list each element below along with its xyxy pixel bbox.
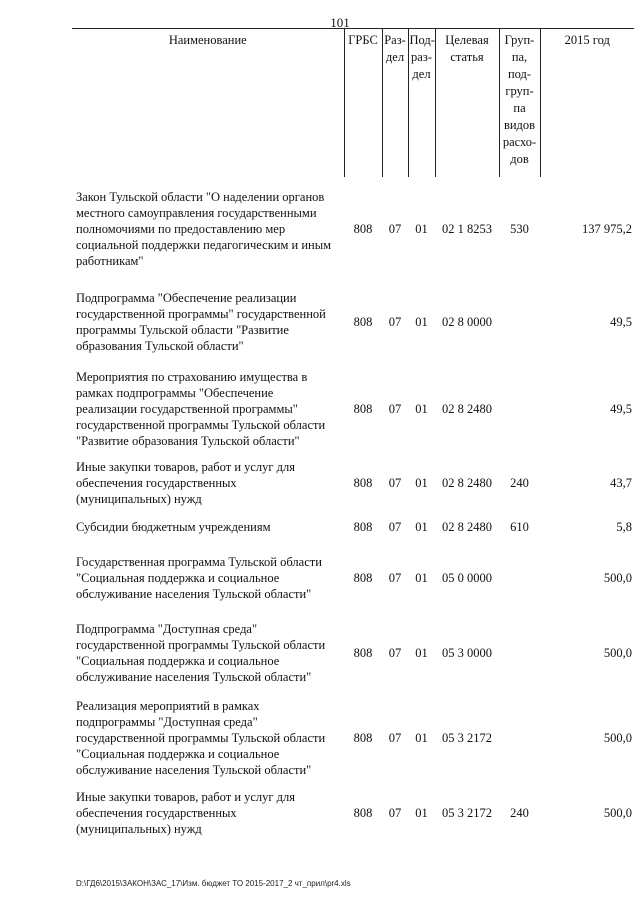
row-razdel: 07 — [388, 730, 402, 745]
row-name — [72, 613, 344, 692]
row-podrazdel: 01 — [415, 645, 428, 660]
header-line: раз- — [411, 50, 432, 64]
header-line: расхо- — [502, 135, 537, 149]
header-group — [499, 29, 540, 178]
row-name-line: (муниципальных) нужд — [76, 822, 202, 836]
row-name-line: социальной поддержки педагогическим и иным — [76, 237, 332, 252]
row-name-line: Подпрограмма "Обеспечение реализации — [76, 290, 297, 305]
row-amount: 500,0 — [603, 806, 632, 820]
row-group — [499, 280, 540, 363]
table-row — [72, 692, 634, 783]
header-line: па — [513, 101, 526, 115]
row-target: 05 3 2172 — [442, 730, 492, 745]
row-name-line: обеспечения государственных — [76, 806, 237, 820]
row-name-line: обслуживание населения Тульской области" — [76, 669, 312, 684]
row-razdel: 07 — [388, 402, 402, 416]
header-line: Раз- — [384, 33, 406, 47]
header-line: Под- — [409, 33, 435, 47]
row-name-line: "Социальная поддержка и социальное — [76, 571, 280, 585]
row-name — [72, 363, 344, 455]
row-grbs: 808 — [353, 645, 373, 660]
row-podrazdel: 01 — [415, 730, 428, 745]
row-target: 05 3 0000 — [442, 645, 492, 660]
row-name — [72, 692, 344, 783]
row-name — [72, 455, 344, 510]
header-line: статья — [450, 50, 484, 64]
row-name-line: государственной программы Тульской области — [76, 418, 326, 432]
budget-table — [72, 28, 634, 843]
header-year: 2015 год — [540, 29, 634, 178]
row-amount: 49,5 — [610, 402, 632, 416]
row-amount: 500,0 — [603, 645, 632, 660]
row-name-line: образования Тульской области" — [76, 338, 244, 353]
header-line: груп- — [505, 84, 534, 98]
row-target: 02 1 8253 — [442, 221, 492, 236]
header-line: Груп- — [504, 33, 535, 47]
table-row — [72, 363, 634, 455]
row-razdel: 07 — [388, 645, 402, 660]
header-line: видов — [503, 118, 536, 132]
table-row — [72, 455, 634, 510]
row-name-line: государственной программы Тульской области — [76, 637, 326, 652]
row-name-line: Субсидии бюджетным учреждениям — [76, 519, 271, 534]
table-body — [72, 177, 634, 843]
row-amount: 500,0 — [603, 730, 632, 745]
row-name — [72, 177, 344, 280]
row-name-line: Мероприятия по страхованию имущества в — [76, 370, 308, 384]
row-amount: 137 975,2 — [582, 221, 632, 236]
row-target: 05 0 0000 — [442, 571, 492, 585]
row-target: 02 8 2480 — [442, 519, 492, 534]
header-line: па, — [511, 50, 528, 64]
row-name-line: Реализация мероприятий в рамках — [76, 698, 260, 713]
row-name-line: обслуживание населения Тульской области" — [76, 587, 312, 601]
row-razdel: 07 — [388, 475, 402, 490]
row-group: 610 — [510, 519, 529, 534]
row-podrazdel: 01 — [415, 221, 428, 236]
row-grbs: 808 — [353, 730, 373, 745]
row-grbs: 808 — [353, 571, 373, 585]
row-grbs: 808 — [353, 221, 373, 236]
header-target — [435, 29, 499, 178]
row-name-line: работникам" — [76, 253, 144, 268]
row-group: 530 — [510, 221, 529, 236]
row-name-line: полномочиями по предоставлению мер — [76, 221, 286, 236]
row-group: 240 — [510, 475, 529, 490]
row-target: 02 8 2480 — [442, 402, 492, 416]
row-amount: 49,5 — [610, 314, 632, 329]
row-grbs: 808 — [353, 314, 373, 329]
row-name-line: (муниципальных) нужд — [76, 491, 202, 506]
row-podrazdel: 01 — [415, 571, 428, 585]
row-name-line: рамках подпрограммы "Обеспечение — [76, 386, 274, 400]
row-podrazdel: 01 — [415, 475, 428, 490]
row-podrazdel: 01 — [415, 314, 428, 329]
row-target: 02 8 2480 — [442, 475, 492, 490]
row-target: 02 8 0000 — [442, 314, 492, 329]
row-name-line: "Развитие образования Тульской области" — [76, 434, 300, 448]
row-target: 05 3 2172 — [442, 806, 492, 820]
page-number: 101 — [330, 15, 350, 30]
row-name-line: "Социальная поддержка и социальное — [76, 653, 280, 668]
header-line: дов — [510, 152, 529, 166]
row-name-line: Государственная программа Тульской области — [76, 555, 322, 569]
header-grbs: ГРБС — [344, 29, 382, 178]
header-line: под- — [507, 67, 532, 81]
row-name-line: реализации государственной программы" — [76, 402, 298, 416]
row-razdel: 07 — [388, 571, 402, 585]
table-row — [72, 177, 634, 280]
table-row — [72, 543, 634, 613]
row-name-line: "Социальная поддержка и социальное — [76, 746, 280, 761]
row-name — [72, 543, 344, 613]
row-group — [499, 363, 540, 455]
header-line: дел — [385, 50, 405, 64]
row-amount: 500,0 — [603, 571, 632, 585]
row-razdel: 07 — [388, 314, 402, 329]
row-name-line: Иные закупки товаров, работ и услуг для — [76, 459, 296, 474]
row-razdel: 07 — [388, 519, 402, 534]
header-podrazdel — [408, 29, 435, 178]
row-grbs: 808 — [353, 519, 373, 534]
row-group — [499, 692, 540, 783]
file-path-footer: D:\ГД6\2015\ЗАКОН\ЗАС_17\Изм. бюджет ТО 2015-2017_2 чт_прил\pr4.xls — [76, 879, 351, 888]
row-podrazdel: 01 — [415, 806, 428, 820]
table-row — [72, 510, 634, 543]
row-name-line: обслуживание населения Тульской области" — [76, 762, 312, 777]
row-name-line: Подпрограмма "Доступная среда" — [76, 621, 258, 636]
table-row — [72, 613, 634, 692]
header-name: Наименование — [72, 29, 344, 178]
header-row — [72, 29, 634, 178]
row-name-line: государственной программы" государственной — [76, 306, 326, 321]
row-name — [72, 510, 344, 543]
row-name-line: государственной программы Тульской области — [76, 730, 326, 745]
table-row — [72, 783, 634, 843]
row-name-line: программы Тульской области "Развитие — [76, 322, 289, 337]
row-name — [72, 783, 344, 843]
row-grbs: 808 — [353, 806, 373, 820]
header-razdel — [382, 29, 408, 178]
row-podrazdel: 01 — [415, 519, 428, 534]
row-podrazdel: 01 — [415, 402, 428, 416]
row-grbs: 808 — [353, 475, 373, 490]
row-name-line: обеспечения государственных — [76, 475, 237, 490]
header-line: дел — [412, 67, 431, 81]
row-amount: 43,7 — [610, 475, 632, 490]
row-group — [499, 613, 540, 692]
row-name-line: подпрограммы "Доступная среда" — [76, 714, 258, 729]
row-name — [72, 280, 344, 363]
row-name-line: Закон Тульской области "О наделении органов — [76, 189, 325, 204]
row-group — [499, 543, 540, 613]
row-razdel: 07 — [388, 221, 402, 236]
row-name-line: Иные закупки товаров, работ и услуг для — [76, 790, 296, 804]
table-row — [72, 280, 634, 363]
row-razdel: 07 — [388, 806, 402, 820]
header-line: Целевая — [445, 33, 489, 47]
row-group: 240 — [510, 806, 529, 820]
row-name-line: местного самоуправления государственными — [76, 205, 317, 220]
row-amount: 5,8 — [616, 519, 632, 534]
row-grbs: 808 — [353, 402, 373, 416]
